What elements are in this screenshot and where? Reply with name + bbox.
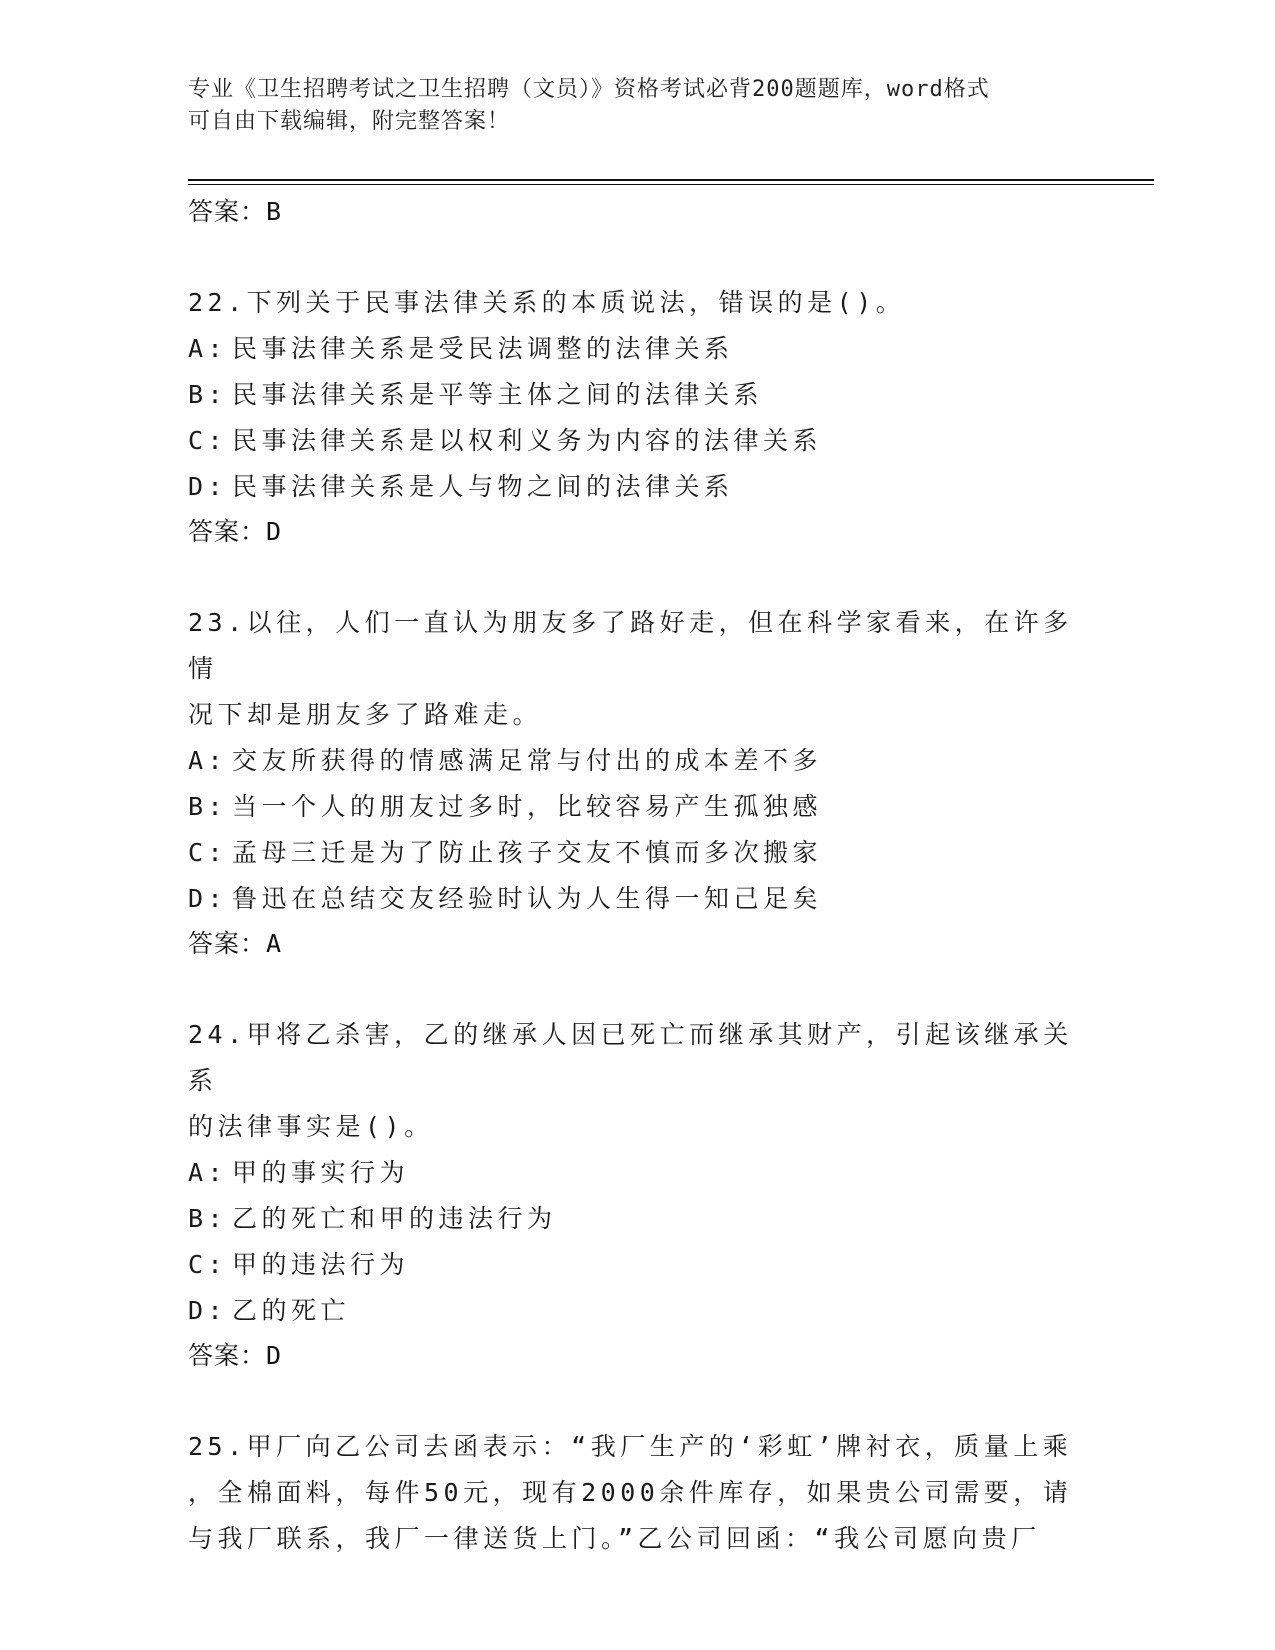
option-d <box>188 1288 1088 1334</box>
option-c <box>188 418 1088 464</box>
option-text: 孟母三迁是为了防止孩子交友不慎而多次搬家 <box>232 838 823 867</box>
question-23 <box>188 600 1088 966</box>
stem-line: 的法律事实是()。 <box>188 1112 434 1141</box>
option-a <box>188 326 1088 372</box>
document-header <box>188 74 1088 138</box>
question-stem <box>188 1424 1088 1562</box>
option-text: 交友所获得的情感满足常与付出的成本差不多 <box>232 746 823 775</box>
answer-value: A <box>266 929 283 958</box>
answer-line <box>188 1334 1088 1378</box>
question-stem <box>188 1012 1088 1150</box>
option-letter: D: <box>188 472 228 501</box>
option-a <box>188 1150 1088 1196</box>
option-letter: A: <box>188 334 228 363</box>
option-text: 民事法律关系是人与物之间的法律关系 <box>232 472 734 501</box>
option-letter: C: <box>188 1250 228 1279</box>
option-letter: D: <box>188 884 228 913</box>
answer-value: D <box>266 517 283 546</box>
stem-line: ，全棉面料，每件50元，现有2000余件库存，如果贵公司需要，请 <box>188 1478 1073 1507</box>
answer-label: 答案： <box>188 197 267 226</box>
question-stem <box>188 600 1088 738</box>
question-list <box>188 190 1088 1562</box>
answer-line-21 <box>188 190 1088 234</box>
answer-line <box>188 922 1088 966</box>
option-letter: A: <box>188 1158 228 1187</box>
stem-line: 况下却是朋友多了路难走。 <box>188 700 543 729</box>
option-c <box>188 830 1088 876</box>
header-line-1: 专业《卫生招聘考试之卫生招聘（文员）》资格考试必背200题题库，word格式 <box>188 77 990 102</box>
option-letter: B: <box>188 1204 228 1233</box>
option-letter: D: <box>188 1296 228 1325</box>
answer-value: D <box>266 1341 283 1370</box>
answer-label: 答案： <box>188 1341 267 1370</box>
option-b <box>188 784 1088 830</box>
answer-label: 答案： <box>188 517 267 546</box>
option-text: 民事法律关系是受民法调整的法律关系 <box>232 334 734 363</box>
option-d <box>188 876 1088 922</box>
option-a <box>188 738 1088 784</box>
question-stem: 22.下列关于民事法律关系的本质说法，错误的是()。 <box>188 288 906 317</box>
option-c <box>188 1242 1088 1288</box>
option-text: 民事法律关系是平等主体之间的法律关系 <box>232 380 764 409</box>
header-divider-thick <box>188 179 1154 181</box>
answer-line <box>188 510 1088 554</box>
question-25 <box>188 1424 1088 1562</box>
option-text: 当一个人的朋友过多时，比较容易产生孤独感 <box>232 792 823 821</box>
question-22 <box>188 280 1088 554</box>
option-d <box>188 464 1088 510</box>
option-letter: B: <box>188 380 228 409</box>
stem-line: 与我厂联系，我厂一律送货上门。”乙公司回函：“我公司愿向贵厂 <box>188 1524 1041 1553</box>
option-text: 甲的违法行为 <box>232 1250 410 1279</box>
answer-value: B <box>266 197 283 226</box>
option-text: 鲁迅在总结交友经验时认为人生得一知己足矣 <box>232 884 823 913</box>
option-letter: B: <box>188 792 228 821</box>
stem-line: 23.以往，人们一直认为朋友多了路好走，但在科学家看来，在许多情 <box>188 608 1073 683</box>
option-letter: C: <box>188 426 228 455</box>
option-text: 民事法律关系是以权利义务为内容的法律关系 <box>232 426 823 455</box>
stem-line: 25.甲厂向乙公司去函表示：“我厂生产的‘彩虹’牌衬衣，质量上乘 <box>188 1432 1073 1461</box>
option-text: 乙的死亡和甲的违法行为 <box>232 1204 557 1233</box>
header-line-2: 可自由下载编辑，附完整答案！ <box>188 109 511 134</box>
option-b <box>188 1196 1088 1242</box>
stem-line: 24.甲将乙杀害，乙的继承人因已死亡而继承其财产，引起该继承关系 <box>188 1020 1073 1095</box>
option-b <box>188 372 1088 418</box>
option-letter: C: <box>188 838 228 867</box>
question-24 <box>188 1012 1088 1378</box>
option-text: 甲的事实行为 <box>232 1158 410 1187</box>
answer-label: 答案： <box>188 929 267 958</box>
option-text: 乙的死亡 <box>232 1296 351 1325</box>
header-divider-thin <box>188 184 1154 185</box>
option-letter: A: <box>188 746 228 775</box>
